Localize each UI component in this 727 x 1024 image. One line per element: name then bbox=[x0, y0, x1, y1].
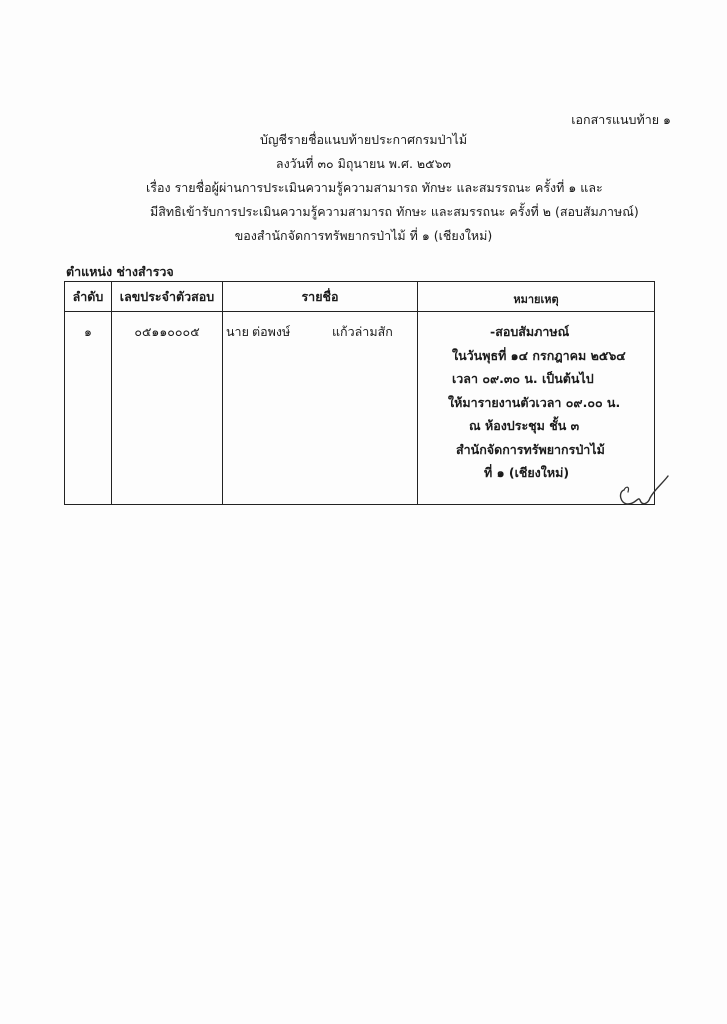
attachment-label: เอกสารแนบท้าย ๑ bbox=[571, 112, 671, 127]
header-exam-id: เลขประจำตัวสอบ bbox=[112, 282, 223, 312]
table-row bbox=[65, 312, 655, 505]
cell-name bbox=[223, 312, 418, 505]
header-no: ลำดับ bbox=[65, 282, 112, 312]
cell-no: ๑ bbox=[65, 312, 112, 505]
remark-line: ให้มารายงานตัวเวลา ๐๙.๐๐ น. bbox=[448, 394, 621, 410]
cell-exam-id: ๐๕๑๑๐๐๐๕ bbox=[112, 312, 223, 505]
header-date: ลงวันที่ ๓๐ มิถุนายน พ.ศ. ๒๕๖๓ bbox=[275, 156, 452, 171]
signature-mark bbox=[610, 470, 670, 515]
header-office: ของสำนักจัดการทรัพยากรป่าไม้ ที่ ๑ (เชียงใหม่) bbox=[234, 228, 493, 243]
remark-line: -สอบสัมภาษณ์ bbox=[490, 324, 570, 339]
remark-line: ในวันพุธที่ ๑๔ กรกฎาคม ๒๕๖๔ bbox=[452, 347, 626, 363]
name-first: ต่อพงษ์ bbox=[252, 324, 291, 339]
remark-line: เวลา ๐๙.๓๐ น. เป็นต้นไป bbox=[452, 371, 594, 386]
table-header-row bbox=[65, 282, 655, 312]
header-subject-cont: มีสิทธิเข้ารับการประเมินความรู้ความสามารถ ทักษะ และสมรรถนะ ครั้งที่ ๒ (สอบสัมภาษณ์) bbox=[150, 204, 639, 219]
header-remark: หมายเหตุ bbox=[418, 282, 655, 312]
candidate-table bbox=[64, 281, 655, 505]
header-title: บัญชีรายชื่อแนบท้ายประกาศกรมป่าไม้ bbox=[259, 132, 468, 147]
remark-line: สำนักจัดการทรัพยากรป่าไม้ bbox=[456, 441, 605, 457]
document-header bbox=[0, 128, 727, 248]
header-name: รายชื่อ bbox=[223, 282, 418, 312]
header-subject: เรื่อง รายชื่อผู้ผ่านการประเมินความรู้ความสามารถ ทักษะ และสมรรถนะ ครั้งที่ ๑ และ bbox=[146, 180, 603, 195]
remark-line: ที่ ๑ (เชียงใหม่) bbox=[484, 465, 570, 480]
name-last: แก้วล่ามสัก bbox=[332, 324, 393, 339]
name-title: นาย bbox=[226, 324, 249, 339]
position-label: ตำแหน่ง ช่างสำรวจ bbox=[66, 264, 174, 279]
remark-line: ณ ห้องประชุม ชั้น ๓ bbox=[469, 418, 580, 433]
